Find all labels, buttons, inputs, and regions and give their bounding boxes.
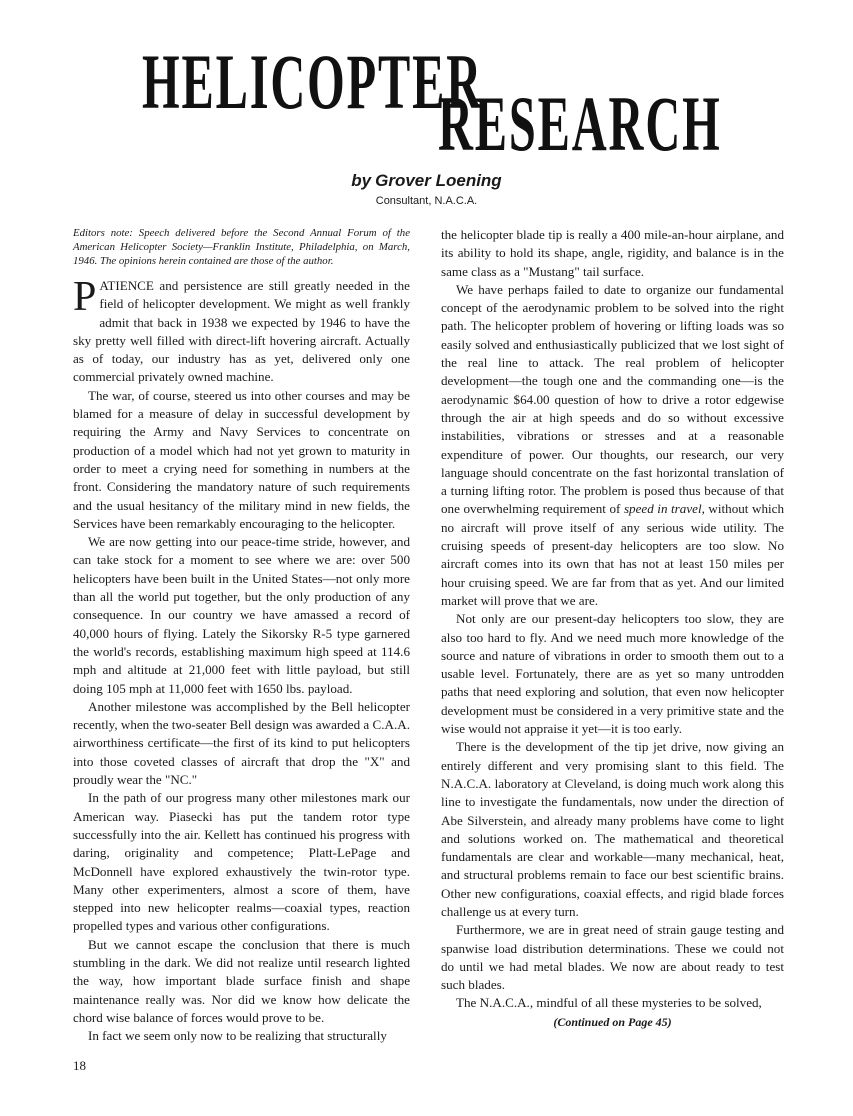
author-name: Grover Loening xyxy=(375,171,502,190)
editors-note: Editors note: Speech delivered before the Second Annual Forum of the American Helicopter Society—Franklin Institute, Philadelphia, on March, 1946. The opinions herein contained are those of the author. xyxy=(73,227,410,267)
body-paragraph: Not only are our present-day helicopters too slow, they are also too hard to fly. And we need much more knowledge of the source and nature of vibrations in order to smooth them out to a usable level. Fortunately, there are as yet so many untrodden paths that need exploring and solution, that even now helicopter development must be considered in a very primitive state and the wise would not appraise it yet—it is too early. xyxy=(441,611,784,737)
byline-prefix: by xyxy=(351,171,372,190)
body-paragraph: But we cannot escape the conclusion that there is much stumbling in the dark. We did not realize until research lighted the way, how important blade surface finish and shape maintenance really was. Nor did we know how delicate the chord wise balance of forces would prove to be. xyxy=(73,936,410,1025)
body-paragraph: We are now getting into our peace-time stride, however, and can take stock for a moment to see where we are: over 500 helicopters have been built in the United States—not only more than all the world put together, but the only production of any consequence. In our country we have amassed a record of 40,000 hours of flying. Lately the Sikorsky R-5 type garnered the world's records, establishing maximum high speed at 114.6 mph and altitude at 21,000 feet with little payload, but still doing 105 mph at 11,000 feet with 1650 lbs. payload. xyxy=(73,534,410,696)
title-word-helicopter: HELICOPTER xyxy=(142,38,484,125)
opening-paragraph xyxy=(73,274,410,387)
body-paragraph: The war, of course, steered us into other courses and may be blamed for a measure of delay in successful development by requiring the Army and Navy Services to concentrate on production of a model which had not yet grown to maturity in order to meet a crying need for something in numbers at the front. Considering the mandatory nature of such requirements and the usual hesitancy of the military mind in new fields, the Services have been remarkably encouraging to the helicopter. xyxy=(73,387,410,531)
title-word-research: RESEARCH xyxy=(438,80,722,167)
body-paragraph: The N.A.C.A., mindful of all these mysteries to be solved, xyxy=(456,995,762,1011)
author-affiliation: Consultant, N.A.C.A. xyxy=(375,195,478,207)
page-number: 18 xyxy=(73,1058,86,1073)
body-paragraph: Furthermore, we are in great need of strain gauge testing and spanwise load distribution determinations. These we could not do until we had metal blades. We now are about ready to test such blades. xyxy=(441,922,784,993)
byline xyxy=(0,171,853,191)
drop-cap: P xyxy=(73,274,97,320)
body-paragraph xyxy=(441,281,784,610)
body-paragraph: In the path of our progress many other milestones mark our American way. Piasecki has put the tandem rotor type successfully into the air. Kellett has continued his progress with daring, originality and competence; Platt-LePage and McDonnell have explored exhaustively the twin-rotor type. Many other experimenters, almost a score of them, have stepped into new helicopter realms—coaxial types, reaction propelled types and various other configurations. xyxy=(73,790,410,934)
body-paragraph: Another milestone was accomplished by the Bell helicopter recently, when the two-seater Bell design was awarded a C.A.A. airworthiness certificate—the first of its kind to put helicopters into those coveted classes of aircraft that drop the "X" and proudly wear the "NC." xyxy=(73,698,410,788)
emphasis-text: speed in travel, xyxy=(623,501,705,517)
opening-paragraph-text: ATIENCE and persistence are still greatly needed in the field of helicopter development. We might as well frankly admit that back in 1938 we expected by 1946 to have the sky pretty well filled with direct-lift hovering aircraft. Actually as of today, our industry has as yet, delivered only one commercial privately owned machine. xyxy=(73,278,410,385)
paragraph-text: without which no aircraft will prove itself of any serious wide utility. The cruising speeds of present-day helicopters are too slow. No aircraft comes into its own that has not at least 150 miles per hour cruising speed. We are far from that as yet. And our limited market will prove that we are. xyxy=(441,501,784,608)
paragraph-text: We have perhaps failed to date to organize our fundamental concept of the aerodynamic problem to be solved into the right path. The helicopter problem of hovering or lifting loads was so easily solved and enthusiastically publicized that we lost sight of the real line to attack. The real problem of helicopter development—the tough one and the commanding one—is the aerodynamic $64.00 question of how to drive a rotor edgewise through the air at high speeds and do so without excessive instabilities, vibrations or stresses and at a reasonable expenditure of power. Our thoughts, our research, our very language should concentrate on the fast horizontal translation of a turning lifting rotor. The problem is posed thus because of that one overwhelming requirement of xyxy=(441,281,784,517)
body-paragraph: There is the development of the tip jet drive, now giving an entirely different and very promising slant to this field. The N.A.C.A. laboratory at Cleveland, is doing much work along this line to investigate the fundamentals, now under the direction of Abe Silverstein, and already many problems have come to light and solutions worked on. The mathematical and theoretical fundamentals are clear and workable—many mechanical, heat, and structural problems remain to face our best scientific brains. Other new configurations, coaxial effects, and rigid blade forces challenge us at every turn. xyxy=(441,739,784,919)
continuation-paragraph: the helicopter blade tip is really a 400 mile-an-hour airplane, and its ability to hold its shape, angle, rigidity, and balance is in the same class as a "Mustang" tail surface. xyxy=(441,227,784,279)
right-column xyxy=(441,226,784,1031)
left-column xyxy=(73,226,410,1045)
body-paragraph: In fact we seem only now to be realizing that structurally xyxy=(88,1028,387,1044)
continued-note: (Continued on Page 45) xyxy=(553,1014,672,1029)
